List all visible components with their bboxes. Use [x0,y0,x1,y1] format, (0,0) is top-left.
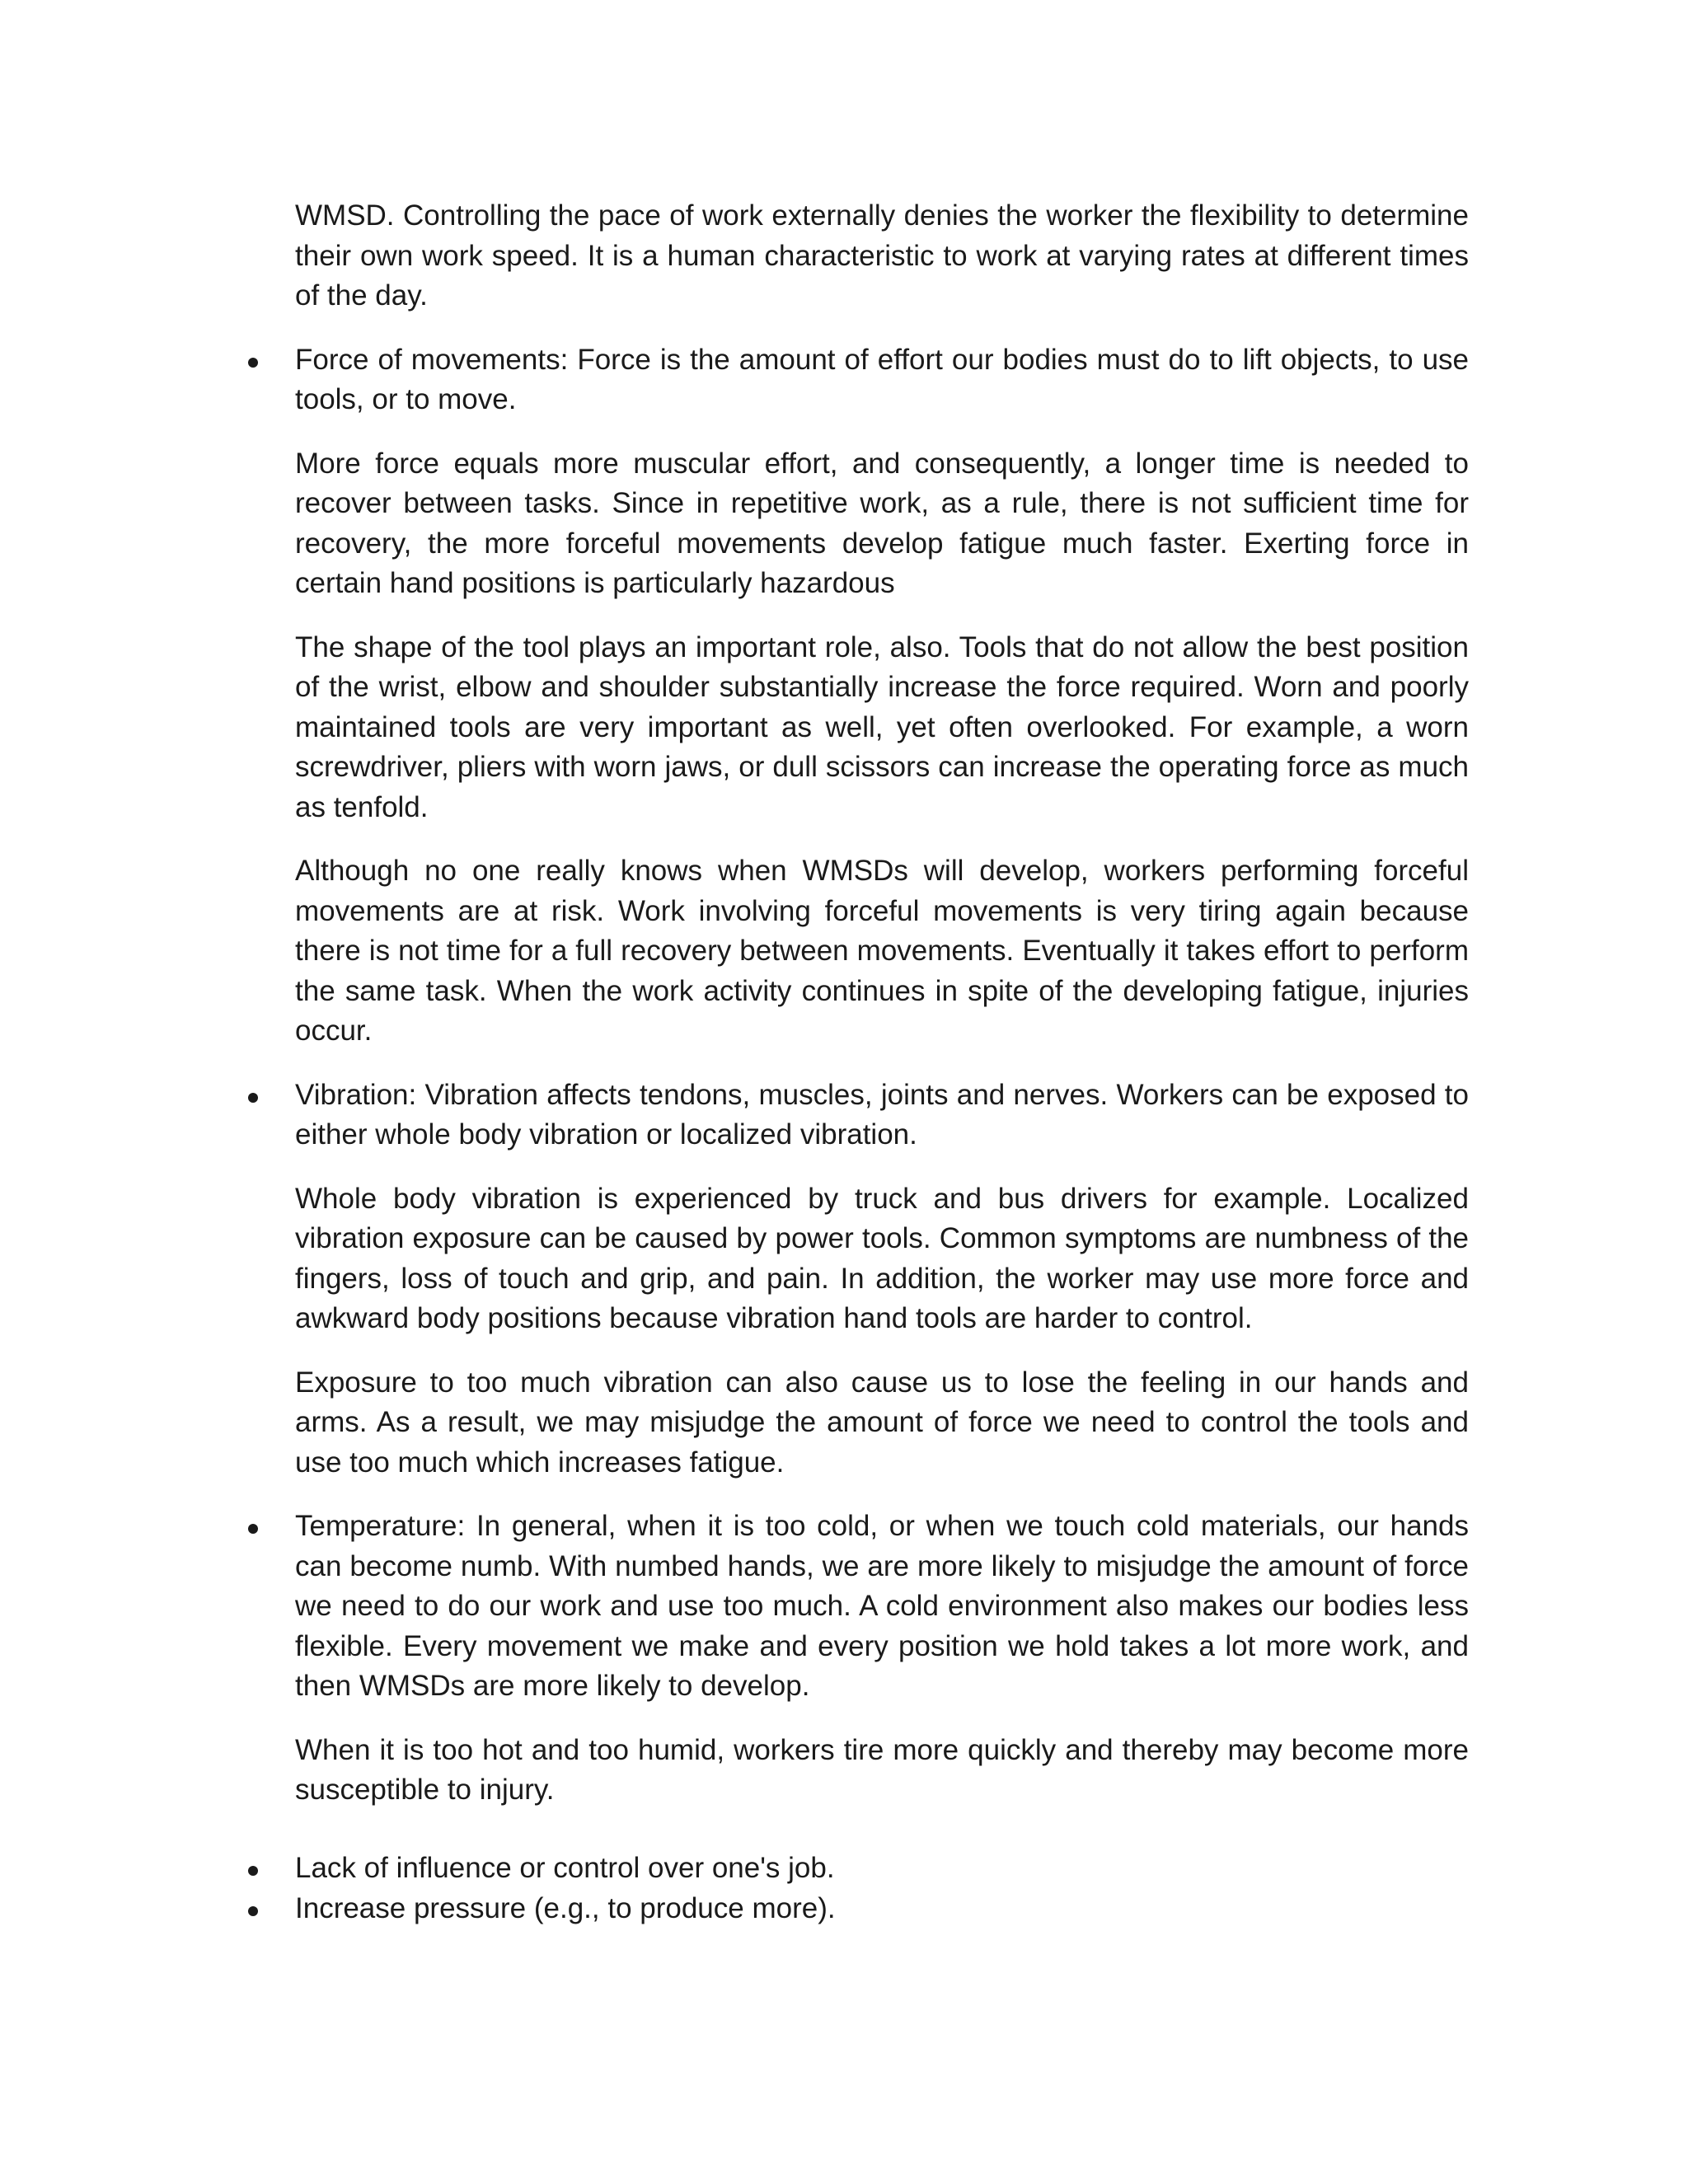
bullet-icon [248,1093,258,1103]
bullet-text: Lack of influence or control over one's job. [295,1851,835,1884]
bullet-icon [248,1866,258,1876]
bullet-item-vibration [295,1076,1469,1155]
paragraph-wmsd-pace: WMSD. Controlling the pace of work externally denies the worker the flexibility to determine their own work speed. It is a human characteristic to work at varying rates at different times of the day. [295,199,1469,312]
paragraph-tool-shape: The shape of the tool plays an important role, also. Tools that do not allow the best position of the wrist, elbow and shoulder substantially increase the force required. Worn and poorly maintained tools are very important as well, yet often overlooked. For example, a worn screwdriver, pliers with worn jaws, or dull scissors can increase the operating force as much as tenfold. [295,630,1469,823]
bullet-item-force-of-movements [295,340,1469,420]
bullet-item-lack-of-influence [295,1849,1469,1889]
paragraph-vibration-exposure: Exposure to too much vibration can also cause us to lose the feeling in our hands and arms. As a result, we may misjudge the amount of force we need to control the tools and use too much which increases fatigue. [295,1366,1469,1479]
bullet-text: Vibration: Vibration affects tendons, muscles, joints and nerves. Workers can be exposed to either whole body vibration or localized vibration. [295,1078,1469,1151]
bullet-item-increase-pressure [295,1889,1469,1929]
bullet-item-temperature [295,1507,1469,1707]
bullet-icon [248,358,258,368]
paragraph-hot-humid: When it is too hot and too humid, workers tire more quickly and thereby may become more susceptible to injury. [295,1733,1469,1806]
document-body [295,196,1469,1930]
bullet-text: Increase pressure (e.g., to produce more). [295,1892,836,1924]
bullet-icon [248,1524,258,1534]
paragraph-whole-body-vibration: Whole body vibration is experienced by truck and bus drivers for example. Localized vibration exposure can be caused by power tools. Common symptoms are numbness of the fingers, loss of touch and grip, and pain. In addition, the worker may use more force and awkward body positions because vibration hand tools are harder to control. [295,1182,1469,1334]
paragraph-more-force: More force equals more muscular effort, and consequently, a longer time is needed to recover between tasks. Since in repetitive work, as a rule, there is not sufficient time for recovery, the more forceful movements develop fatigue much faster. Exerting force in certain hand positions is particularly hazardous [295,447,1469,599]
bullet-icon [248,1906,258,1916]
bullet-text: Force of movements: Force is the amount of effort our bodies must do to lift objects, to use tools, or to move. [295,343,1469,415]
paragraph-forceful-risk: Although no one really knows when WMSDs will develop, workers performing forceful movements are at risk. Work involving forceful movements is very tiring again because there is not time for a full recovery between movements. Eventually it takes effort to perform the same task. When the work activity continues in spite of the developing fatigue, injuries occur. [295,855,1469,1047]
bullet-text: Temperature: In general, when it is too cold, or when we touch cold materials, our hands can become numb. With numbed hands, we are more likely to misjudge the amount of force we need to do our work and use too much. A cold environment also makes our bodies less flexible. Every movement we make and every position we hold takes a lot more work, and then WMSDs are more likely to develop. [295,1510,1469,1702]
